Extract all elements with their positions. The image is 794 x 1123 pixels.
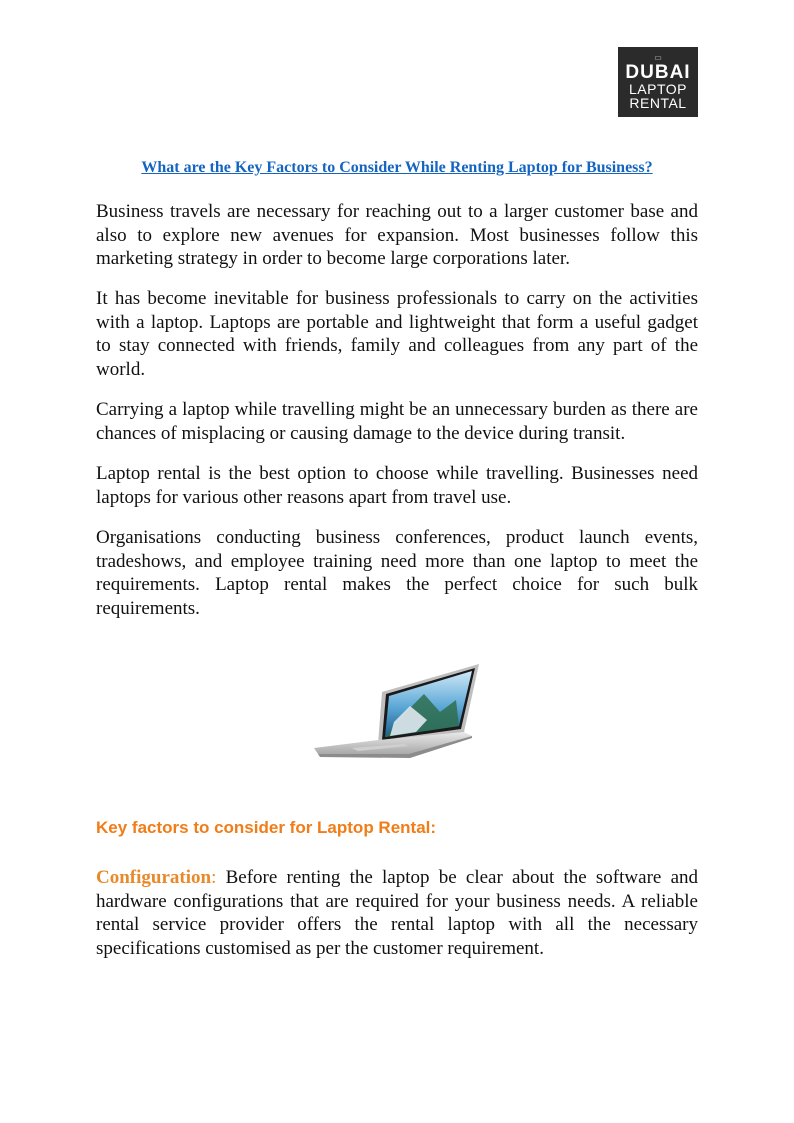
paragraph-rental-option: Laptop rental is the best option to choose while travelling. Businesses need laptops for various other reasons apart from travel use. <box>96 463 698 508</box>
paragraph-travel-burden: Carrying a laptop while travelling might be an unnecessary burden as there are chances of misplacing or causing damage to the device during transit. <box>96 399 698 444</box>
laptop-image <box>312 662 484 762</box>
factor-term: Configuration <box>96 867 212 888</box>
key-factors-heading: Key factors to consider for Laptop Rental: <box>96 818 437 837</box>
configuration-factor <box>96 866 698 960</box>
article-title[interactable]: What are the Key Factors to Consider While Renting Laptop for Business? <box>141 159 653 176</box>
factor-separator: : <box>211 867 217 888</box>
paragraph-business-travel: Business travels are necessary for reaching out to a larger customer base and also to explore new avenues for expansion. Most businesses follow this marketing strategy in order to become large corporations later. <box>96 201 698 269</box>
factor-description: Before renting the laptop be clear about the software and hardware configurations that are required for your business needs. A reliable rental service provider offers the rental laptop with all the necessary specifications customised as per the customer requirement. <box>96 867 698 959</box>
paragraph-bulk-requirements: Organisations conducting business conferences, product launch events, tradeshows, and employee training need more than one laptop to meet the requirements. Laptop rental makes the perfect choice for such bulk requirements. <box>96 527 698 619</box>
logo-line-2: LAPTOP <box>629 81 687 97</box>
laptop-logo-icon: ▭ <box>654 53 662 62</box>
logo-line-1: DUBAI <box>625 62 691 83</box>
paragraph-laptop-portability: It has become inevitable for business professionals to carry on the activities with a laptop. Laptops are portable and lightweight that form a useful gadget to stay connected with friends, family and colleagues from any part of the world. <box>96 288 698 380</box>
company-logo <box>618 47 698 117</box>
logo-line-3: RENTAL <box>629 95 687 111</box>
